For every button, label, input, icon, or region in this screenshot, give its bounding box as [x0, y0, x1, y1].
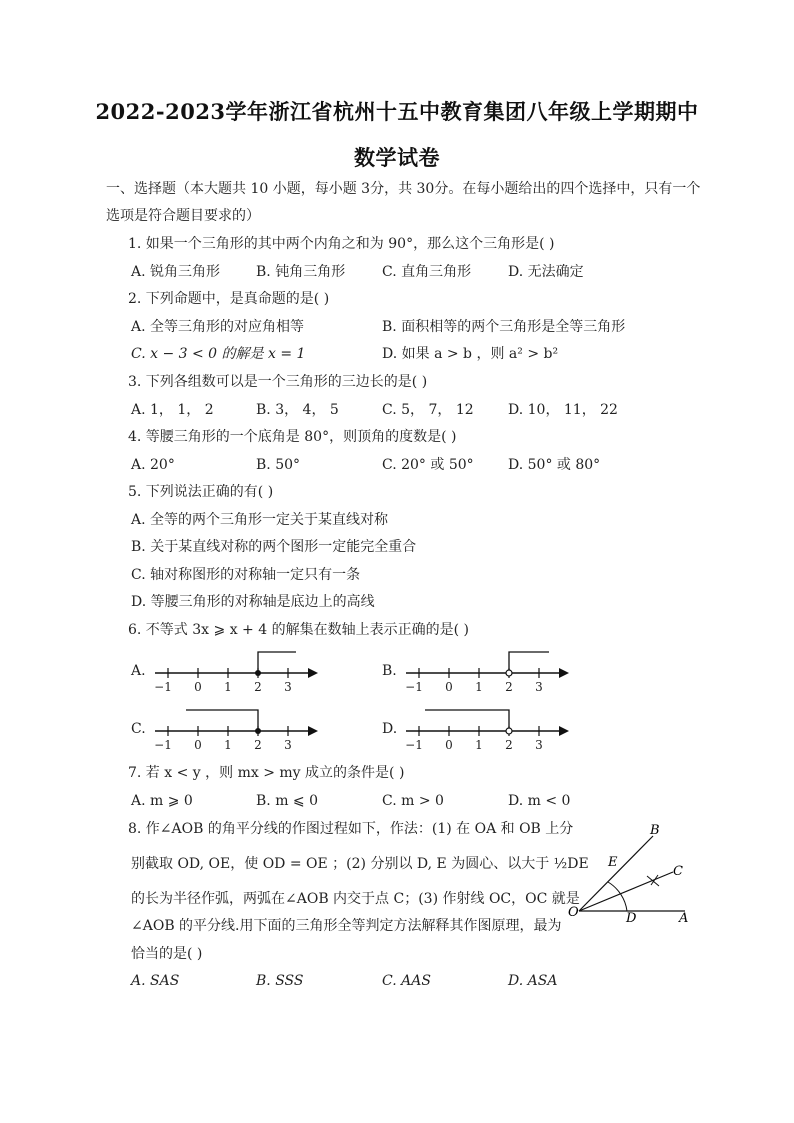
- section-heading-cont: 选项是符合题目要求的）: [106, 208, 260, 224]
- figure-label-e: E: [608, 855, 618, 870]
- q7-stem: 7. 若 x < y ，则 mx > my 成立的条件是( ): [128, 765, 405, 781]
- q8-line-5: 恰当的是( ): [131, 946, 203, 962]
- q4-option-d[interactable]: D. 50° 或 80°: [508, 457, 601, 473]
- q3-option-d[interactable]: D. 10， 11， 22: [508, 402, 618, 418]
- q7-option-b[interactable]: B. m ⩽ 0: [256, 793, 319, 809]
- figure-label-d: D: [626, 911, 637, 926]
- q8-option-b[interactable]: B. SSS: [256, 973, 304, 989]
- tick-label: 3: [284, 738, 292, 752]
- q8-option-a[interactable]: A. SAS: [131, 973, 180, 989]
- q2-option-a[interactable]: A. 全等三角形的对应角相等: [131, 319, 305, 335]
- tick-label: −1: [154, 738, 172, 752]
- tick-label: 1: [475, 680, 483, 694]
- q8-line-1: 8. 作∠AOB 的角平分线的作图过程如下，作法：(1) 在 OA 和 OB 上分: [128, 821, 574, 837]
- q4-option-c[interactable]: C. 20° 或 50°: [382, 457, 474, 473]
- q6-option-c-label[interactable]: C.: [131, 721, 146, 737]
- q5-option-b[interactable]: B. 关于某直线对称的两个图形一定能完全重合: [131, 539, 417, 555]
- q6-option-b-label[interactable]: B.: [382, 663, 397, 679]
- tick-label: 3: [284, 680, 292, 694]
- tick-label: 2: [505, 680, 513, 694]
- q2-option-b[interactable]: B. 面积相等的两个三角形是全等三角形: [382, 319, 626, 335]
- figure-label-b: B: [650, 823, 660, 838]
- section-heading: 一、选择题（本大题共 10 小题，每小题 3分，共 30分。在每小题给出的四个选择中，只有一个: [106, 181, 701, 197]
- q4-option-b[interactable]: B. 50°: [256, 457, 301, 473]
- q6-stem: 6. 不等式 3x ⩾ x + 4 的解集在数轴上表示正确的是( ): [128, 622, 469, 638]
- q5-option-d[interactable]: D. 等腰三角形的对称轴是底边上的高线: [131, 594, 375, 610]
- q1-option-c[interactable]: C. 直角三角形: [382, 264, 472, 280]
- title-line-1: 2022-2023学年浙江省杭州十五中教育集团八年级上学期期中: [95, 99, 699, 124]
- q4-stem: 4. 等腰三角形的一个底角是 80°，则顶角的度数是( ): [128, 429, 457, 445]
- tick-label: −1: [405, 680, 423, 694]
- q7-option-d[interactable]: D. m < 0: [508, 793, 571, 809]
- tick-label: 0: [194, 738, 202, 752]
- q4-option-a[interactable]: A. 20°: [131, 457, 175, 473]
- q8-line-3: 的长为半径作弧，两弧在∠AOB 内交于点 C；(3) 作射线 OC，OC 就是: [131, 891, 580, 907]
- q8-angle-bisector-figure: [565, 820, 695, 930]
- tick-label: 3: [535, 680, 543, 694]
- q1-option-b[interactable]: B. 钝角三角形: [256, 264, 346, 280]
- q5-option-c[interactable]: C. 轴对称图形的对称轴一定只有一条: [131, 567, 361, 583]
- q1-stem: 1. 如果一个三角形的其中两个内角之和为 90°，那么这个三角形是( ): [128, 236, 555, 252]
- tick-label: 0: [445, 680, 453, 694]
- q2-option-c[interactable]: C. x − 3 < 0 的解是 x = 1: [131, 346, 306, 362]
- tick-label: 2: [254, 738, 262, 752]
- tick-label: 3: [535, 738, 543, 752]
- q2-option-d[interactable]: D. 如果 a > b ，则 a² > b²: [382, 346, 559, 362]
- q8-line-4: ∠AOB 的平分线.用下面的三角形全等判定方法解释其作图原理，最为: [131, 918, 562, 934]
- figure-label-c: C: [673, 864, 683, 879]
- q6-option-a-label[interactable]: A.: [131, 663, 146, 679]
- tick-label: 0: [194, 680, 202, 694]
- tick-label: 2: [505, 738, 513, 752]
- q2-stem: 2. 下列命题中，是真命题的是( ): [128, 291, 330, 307]
- tick-label: 2: [254, 680, 262, 694]
- q8-option-c[interactable]: C. AAS: [382, 973, 431, 989]
- figure-label-o: O: [568, 905, 579, 920]
- tick-label: −1: [405, 738, 423, 752]
- q3-option-a[interactable]: A. 1， 1， 2: [131, 402, 214, 418]
- q3-stem: 3. 下列各组数可以是一个三角形的三边长的是( ): [128, 374, 428, 390]
- q5-stem: 5. 下列说法正确的有( ): [128, 484, 274, 500]
- q3-option-c[interactable]: C. 5， 7， 12: [382, 402, 474, 418]
- figure-label-a: A: [679, 911, 689, 926]
- q1-option-a[interactable]: A. 锐角三角形: [131, 264, 221, 280]
- q1-option-d[interactable]: D. 无法确定: [508, 264, 584, 280]
- tick-label: 1: [224, 680, 232, 694]
- q7-option-c[interactable]: C. m > 0: [382, 793, 444, 809]
- q6-option-d-label[interactable]: D.: [382, 721, 398, 737]
- tick-label: 1: [224, 738, 232, 752]
- tick-label: 1: [475, 738, 483, 752]
- q5-option-a[interactable]: A. 全等的两个三角形一定关于某直线对称: [131, 512, 389, 528]
- q8-line-2: 别截取 OD, OE，使 OD = OE ；(2) 分别以 D, E 为圆心、以大于 ½DE: [131, 856, 589, 872]
- q7-option-a[interactable]: A. m ⩾ 0: [131, 793, 193, 809]
- q8-option-d[interactable]: D. ASA: [508, 973, 558, 989]
- tick-label: 0: [445, 738, 453, 752]
- title-line-2: 数学试卷: [354, 145, 440, 170]
- q3-option-b[interactable]: B. 3， 4， 5: [256, 402, 339, 418]
- tick-label: −1: [154, 680, 172, 694]
